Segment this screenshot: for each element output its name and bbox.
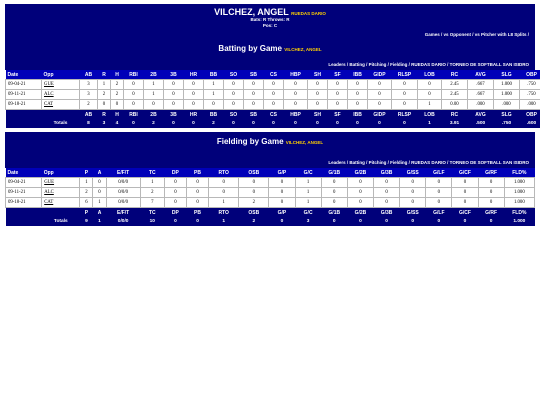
stat-cell: 0 [348, 80, 368, 90]
opponent-link[interactable]: ALC [42, 188, 80, 198]
total-cell: 0 [124, 119, 144, 128]
stat-cell: 0 [284, 80, 308, 90]
col-footer: G/LF [426, 208, 452, 218]
col-footer: G/3B [373, 208, 399, 218]
col-header: SB [244, 70, 264, 80]
col-header: FLD% [504, 168, 534, 178]
table-row [6, 80, 540, 90]
stat-cell: 1.000 [494, 80, 520, 90]
col-footer: G/C [295, 208, 321, 218]
col-header: SH [308, 70, 328, 80]
stat-cell: 0 [209, 178, 239, 188]
col-footer [42, 208, 80, 218]
fielding-table [5, 168, 535, 226]
col-header: R [98, 70, 111, 80]
col-footer: RTO [209, 208, 239, 218]
stat-cell: 0 [321, 188, 347, 198]
stat-cell: 0 [426, 198, 452, 208]
stat-cell: 0/0/0 [106, 178, 140, 188]
batting-leaders-links[interactable]: Leaders / Batting / Pitching / Fielding / RUEDAS DARIO / TORNEO DE SOFTBALL SAN ISIDRO [328, 62, 529, 67]
stat-cell: 1.000 [494, 90, 520, 100]
col-header: G/CF [452, 168, 478, 178]
stat-cell: 0 [164, 90, 184, 100]
stat-cell: 0 [144, 100, 164, 110]
stat-cell: 0 [244, 80, 264, 90]
stat-cell: 0 [328, 80, 348, 90]
stat-cell: 1.000 [504, 198, 534, 208]
total-cell: 4 [111, 119, 124, 128]
stat-cell: 0 [111, 100, 124, 110]
batting-nav-bar [5, 60, 535, 70]
total-cell: 10 [140, 217, 164, 226]
col-footer [42, 110, 80, 120]
stat-cell: 7 [140, 198, 164, 208]
col-footer: H [111, 110, 124, 120]
stat-cell: .000 [494, 100, 520, 110]
total-cell: 0 [269, 217, 295, 226]
total-cell: 0 [244, 119, 264, 128]
player-name: VILCHEZ, ANGEL [214, 7, 289, 17]
col-footer: RC [442, 110, 468, 120]
col-footer: G/P [269, 208, 295, 218]
stat-cell: 0 [418, 90, 442, 100]
stat-cell: 0 [209, 188, 239, 198]
stat-cell: 2.45 [442, 90, 468, 100]
stat-cell: 0 [224, 90, 244, 100]
stat-cell: 0 [186, 188, 208, 198]
stat-cell: 0 [373, 188, 399, 198]
col-header: SF [328, 70, 348, 80]
total-cell: 2 [204, 119, 224, 128]
col-footer: SH [308, 110, 328, 120]
col-footer: G/1B [321, 208, 347, 218]
col-footer: A [93, 208, 106, 218]
stat-cell: 0 [392, 80, 418, 90]
col-footer: TC [140, 208, 164, 218]
table-row [6, 90, 540, 100]
stat-cell: 1 [418, 100, 442, 110]
stat-cell: 1 [144, 90, 164, 100]
game-date: 09-18-21 [6, 198, 42, 208]
total-cell: 3.91 [442, 119, 468, 128]
player-title [5, 4, 535, 17]
col-footer: BB [204, 110, 224, 120]
stat-cell: 1 [209, 198, 239, 208]
col-footer: E/F/T [106, 208, 140, 218]
stat-cell: 2 [80, 100, 98, 110]
col-footer: RBI [124, 110, 144, 120]
col-header: BB [204, 70, 224, 80]
stat-cell: 0 [204, 100, 224, 110]
stat-cell: 0/0/0 [106, 188, 140, 198]
total-cell [6, 119, 42, 128]
col-header: E/F/T [106, 168, 140, 178]
opponent-link[interactable]: CAT [42, 100, 80, 110]
table-row [6, 198, 535, 208]
stat-cell: 0 [124, 80, 144, 90]
bats-throws: Bats: R Throws: R [5, 17, 535, 23]
col-footer: CS [264, 110, 284, 120]
stat-cell: 0 [400, 188, 426, 198]
total-cell: .500 [468, 119, 494, 128]
col-header: SLG [494, 70, 520, 80]
total-cell: 2 [239, 217, 269, 226]
fielding-header-row [6, 168, 535, 178]
total-cell: 1 [209, 217, 239, 226]
stat-cell: 0 [478, 188, 504, 198]
col-header: GIDP [368, 70, 392, 80]
game-date: 09-04-21 [6, 178, 42, 188]
total-cell: 3 [98, 119, 111, 128]
stat-cell: 0 [308, 80, 328, 90]
stat-cell: 6 [80, 198, 93, 208]
col-header: G/C [295, 168, 321, 178]
col-header: P [80, 168, 93, 178]
stat-cell: .750 [520, 90, 540, 100]
total-cell: 0 [392, 119, 418, 128]
total-cell: 0 [264, 119, 284, 128]
stat-cell: 0 [269, 188, 295, 198]
col-footer: HR [184, 110, 204, 120]
stat-cell: 0 [452, 178, 478, 188]
stat-cell: .000 [468, 100, 494, 110]
total-cell: 0 [308, 119, 328, 128]
stat-cell: 0 [328, 90, 348, 100]
stat-cell: 1.000 [504, 178, 534, 188]
totals-label: Totals [42, 217, 80, 226]
stat-cell: .750 [520, 80, 540, 90]
stat-cell: 0 [244, 100, 264, 110]
stat-cell: 0 [347, 188, 373, 198]
col-header: LOB [418, 70, 442, 80]
stat-cell: 0 [418, 80, 442, 90]
stat-cell: 0 [308, 100, 328, 110]
stat-cell: 0 [269, 178, 295, 188]
stat-cell: 0 [284, 100, 308, 110]
col-header: RBI [124, 70, 144, 80]
batting-section-title [5, 44, 535, 53]
total-cell: 2 [144, 119, 164, 128]
total-cell: 0 [368, 119, 392, 128]
col-footer: G/RF [478, 208, 504, 218]
stat-cell: 0 [368, 80, 392, 90]
position: Pos: C [5, 23, 535, 29]
table-row [6, 178, 535, 188]
stat-cell: 0 [224, 100, 244, 110]
stat-cell: 0 [347, 178, 373, 188]
stat-cell: 3 [80, 80, 98, 90]
col-header: A [93, 168, 106, 178]
stat-cell: 0 [348, 90, 368, 100]
stat-cell: 2 [111, 80, 124, 90]
opponent-link[interactable]: GUE [42, 178, 80, 188]
col-footer: AB [80, 110, 98, 120]
col-footer: P [80, 208, 93, 218]
total-cell: 1 [418, 119, 442, 128]
stat-cell: .667 [468, 90, 494, 100]
stat-cell: 0 [308, 90, 328, 100]
total-cell: 0 [347, 217, 373, 226]
fielding-header [5, 132, 535, 158]
total-cell [6, 217, 42, 226]
stat-cell: 0 [284, 90, 308, 100]
total-cell: 0 [348, 119, 368, 128]
opponent-link[interactable]: CAT [42, 198, 80, 208]
stat-cell: 0 [264, 100, 284, 110]
col-header: HR [184, 70, 204, 80]
col-header: 2B [144, 70, 164, 80]
stat-cell: 2 [140, 188, 164, 198]
col-header: G/1B [321, 168, 347, 178]
total-cell: 0 [328, 119, 348, 128]
col-header: OSB [239, 168, 269, 178]
batting-table [5, 70, 540, 128]
col-header: DP [164, 168, 186, 178]
col-footer: G/CF [452, 208, 478, 218]
col-footer: SO [224, 110, 244, 120]
stat-cell: 0 [373, 198, 399, 208]
col-header: OBP [520, 70, 540, 80]
stat-cell: 0 [426, 178, 452, 188]
col-footer: G/2B [347, 208, 373, 218]
stat-cell: 1 [93, 198, 106, 208]
stat-cell: 1 [295, 178, 321, 188]
col-header: G/P [269, 168, 295, 178]
col-header: G/3B [373, 168, 399, 178]
col-header: Date [6, 70, 42, 80]
stat-cell: 0 [239, 188, 269, 198]
col-footer: G/SS [400, 208, 426, 218]
total-cell: 0/0/0 [106, 217, 140, 226]
stat-cell: 0 [400, 178, 426, 188]
total-cell: .750 [494, 119, 520, 128]
stat-cell: 0/0/0 [106, 198, 140, 208]
stat-cell: 0 [164, 198, 186, 208]
col-footer [6, 208, 42, 218]
total-cell: 0 [164, 217, 186, 226]
total-cell: 0 [224, 119, 244, 128]
stat-cell: .000 [520, 100, 540, 110]
total-cell: .600 [520, 119, 540, 128]
stat-cell: 0 [328, 100, 348, 110]
col-header: G/SS [400, 168, 426, 178]
col-header: RC [442, 70, 468, 80]
stat-cell: .667 [468, 80, 494, 90]
stat-cell: 0 [348, 100, 368, 110]
total-cell: 0 [284, 119, 308, 128]
col-header: SO [224, 70, 244, 80]
col-header: G/2B [347, 168, 373, 178]
total-cell: 0 [373, 217, 399, 226]
table-row [6, 188, 535, 198]
game-date: 09-11-21 [6, 188, 42, 198]
stat-cell: 0 [321, 198, 347, 208]
fielding-section-title [5, 137, 535, 146]
totals-row [6, 217, 535, 226]
stat-cell: 1 [204, 80, 224, 90]
col-header: G/RF [478, 168, 504, 178]
stat-cell: 0 [239, 178, 269, 188]
col-footer: IBB [348, 110, 368, 120]
fielding-title: Fielding by Game [217, 137, 284, 146]
col-footer: 3B [164, 110, 184, 120]
player-header [5, 4, 535, 60]
col-header: HBP [284, 70, 308, 80]
col-header: AVG [468, 70, 494, 80]
stat-cell: 0 [373, 178, 399, 188]
stat-cell: 0 [98, 100, 111, 110]
totals-row [6, 119, 540, 128]
stat-cell: 0 [426, 188, 452, 198]
stat-cell: 0 [186, 198, 208, 208]
opponent-link[interactable]: ALC [42, 90, 80, 100]
total-cell: 0 [452, 217, 478, 226]
col-header: H [111, 70, 124, 80]
total-cell: 0 [478, 217, 504, 226]
stat-cell: 0 [93, 188, 106, 198]
stat-cell: 1 [144, 80, 164, 90]
stat-cell: 0 [368, 100, 392, 110]
fielding-leaders-links[interactable]: Leaders / Batting / Pitching / Fielding / RUEDAS DARIO / TORNEO DE SOFTBALL SAN ISIDRO [328, 160, 529, 165]
stat-cell: 2.45 [442, 80, 468, 90]
games-nav-links[interactable]: Games / vs Opponent / vs Pitcher with L8 Splits / [425, 32, 529, 37]
stat-cell: 1.000 [504, 188, 534, 198]
stat-cell: 0 [269, 198, 295, 208]
stat-cell: 0 [184, 90, 204, 100]
stat-cell: 0 [392, 100, 418, 110]
stat-cell: 0 [400, 198, 426, 208]
col-footer: HBP [284, 110, 308, 120]
stat-cell: 0 [478, 178, 504, 188]
col-footer: SF [328, 110, 348, 120]
page [5, 4, 535, 226]
stat-cell: 1 [140, 178, 164, 188]
col-footer: R [98, 110, 111, 120]
footer-header-row [6, 110, 540, 120]
fielding-title-team: VILCHEZ, ANGEL [286, 140, 323, 145]
totals-label: Totals [42, 119, 80, 128]
stat-cell: 1 [295, 188, 321, 198]
total-cell: 0 [426, 217, 452, 226]
stat-cell: 0 [164, 100, 184, 110]
stat-cell: 0 [124, 100, 144, 110]
stat-cell: 1 [295, 198, 321, 208]
stat-cell: 1 [80, 178, 93, 188]
col-footer: LOB [418, 110, 442, 120]
stat-cell: 2 [98, 90, 111, 100]
total-cell: 0 [184, 119, 204, 128]
footer-header-row [6, 208, 535, 218]
col-footer: FLD% [504, 208, 534, 218]
col-footer: AVG [468, 110, 494, 120]
stat-cell: 0 [224, 80, 244, 90]
col-header: TC [140, 168, 164, 178]
stat-cell: 2 [80, 188, 93, 198]
col-footer: DP [164, 208, 186, 218]
stat-cell: 0 [478, 198, 504, 208]
total-cell: 3 [295, 217, 321, 226]
stat-cell: 0 [392, 90, 418, 100]
col-footer: RLSP [392, 110, 418, 120]
col-footer: SLG [494, 110, 520, 120]
table-row [6, 100, 540, 110]
col-footer: 2B [144, 110, 164, 120]
stat-cell: 0 [93, 178, 106, 188]
col-header: IBB [348, 70, 368, 80]
col-header: RLSP [392, 70, 418, 80]
col-header: G/LF [426, 168, 452, 178]
col-header: Opp [42, 168, 80, 178]
fielding-nav-bar [5, 158, 535, 168]
col-header: PB [186, 168, 208, 178]
total-cell: 0 [164, 119, 184, 128]
batting-header-row [6, 70, 540, 80]
col-footer: OSB [239, 208, 269, 218]
total-cell: 1 [93, 217, 106, 226]
col-header: AB [80, 70, 98, 80]
stat-cell: 0 [264, 90, 284, 100]
stat-cell: 0 [321, 178, 347, 188]
stat-cell: 2 [111, 90, 124, 100]
stat-cell: 0.00 [442, 100, 468, 110]
total-cell: 9 [80, 217, 93, 226]
stat-cell: 3 [80, 90, 98, 100]
col-header: CS [264, 70, 284, 80]
total-cell: 1.000 [504, 217, 534, 226]
col-footer: GIDP [368, 110, 392, 120]
stat-cell: 0 [244, 90, 264, 100]
stat-cell: 0 [264, 80, 284, 90]
stat-cell: 0 [184, 80, 204, 90]
stat-cell: 0 [368, 90, 392, 100]
stat-cell: 1 [204, 90, 224, 100]
stat-cell: 1 [98, 80, 111, 90]
col-header: Opp [42, 70, 80, 80]
stat-cell: 0 [184, 100, 204, 110]
opponent-link[interactable]: GUE [42, 80, 80, 90]
game-date: 09-18-21 [6, 100, 42, 110]
stat-cell: 0 [347, 198, 373, 208]
stat-cell: 0 [164, 80, 184, 90]
stat-cell: 0 [124, 90, 144, 100]
total-cell: 0 [400, 217, 426, 226]
col-header: RTO [209, 168, 239, 178]
col-footer [6, 110, 42, 120]
total-cell: 0 [186, 217, 208, 226]
stat-cell: 0 [186, 178, 208, 188]
total-cell: 8 [80, 119, 98, 128]
col-footer: SB [244, 110, 264, 120]
stat-cell: 0 [452, 198, 478, 208]
stat-cell: 0 [452, 188, 478, 198]
batting-title-team: VILCHEZ, ANGEL [284, 47, 321, 52]
col-footer: PB [186, 208, 208, 218]
col-footer: OBP [520, 110, 540, 120]
game-date: 09-11-21 [6, 90, 42, 100]
total-cell: 0 [321, 217, 347, 226]
player-team: RUEDAS DARIO [291, 11, 326, 16]
col-header: 3B [164, 70, 184, 80]
stat-cell: 0 [164, 178, 186, 188]
stat-cell: 0 [164, 188, 186, 198]
batting-title: Batting by Game [218, 44, 282, 53]
game-date: 09-04-21 [6, 80, 42, 90]
col-header: Date [6, 168, 42, 178]
stat-cell: 2 [239, 198, 269, 208]
